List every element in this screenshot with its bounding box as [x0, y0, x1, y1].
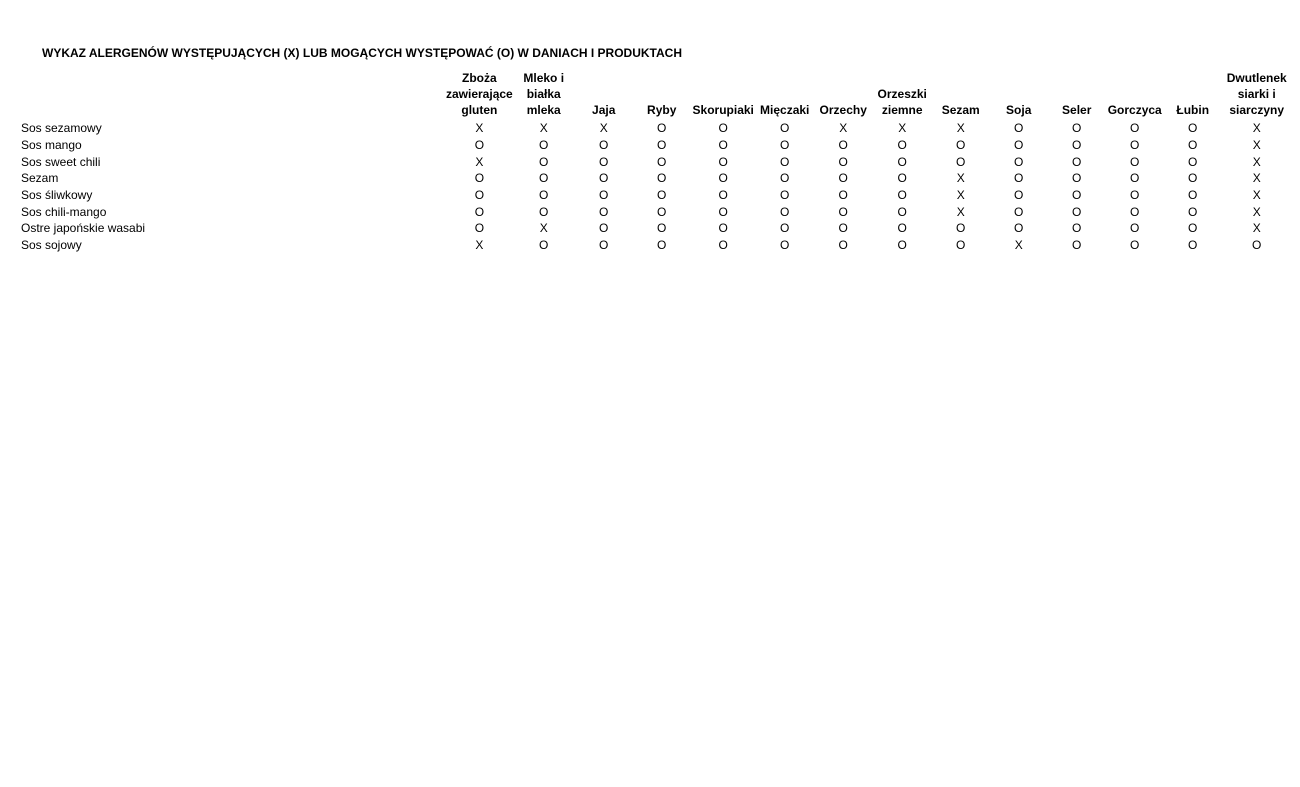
- column-header-gluten: Zboża zawierające gluten: [446, 71, 513, 117]
- allergen-cell: O: [657, 204, 667, 219]
- allergen-cell: O: [1014, 171, 1024, 186]
- column-header-milk: Mleko i białka mleka: [523, 71, 565, 117]
- allergen-cell: O: [1188, 188, 1198, 203]
- allergen-cell: X: [1252, 204, 1261, 219]
- allergen-cell: O: [539, 154, 549, 169]
- allergen-cell: O: [897, 238, 907, 253]
- allergen-cell: O: [657, 138, 667, 153]
- allergen-cell: O: [1188, 171, 1198, 186]
- column-header-sulphites: Dwutlenek siarki i siarczyny: [1226, 71, 1287, 117]
- allergen-cell: O: [897, 138, 907, 153]
- allergen-cell: O: [838, 204, 848, 219]
- column-header-fish: Ryby: [647, 103, 677, 117]
- allergen-cell: O: [539, 171, 549, 186]
- allergen-cell: O: [599, 188, 609, 203]
- table-row: [20, 237, 1292, 254]
- allergen-cell: O: [599, 171, 609, 186]
- allergen-cell: O: [599, 138, 609, 153]
- allergen-cell: O: [1014, 138, 1024, 153]
- allergen-cell: O: [1130, 154, 1140, 169]
- allergen-cell: O: [1188, 138, 1198, 153]
- allergen-cell: O: [474, 138, 485, 153]
- allergen-cell: O: [539, 204, 549, 219]
- table-row: [20, 120, 1292, 137]
- product-name-cell: Sos sezamowy: [21, 121, 102, 136]
- allergen-cell: O: [956, 138, 966, 153]
- allergen-cell: X: [1252, 171, 1261, 186]
- allergen-cell: X: [539, 221, 548, 236]
- allergen-cell: O: [599, 154, 609, 169]
- allergen-cell: X: [1252, 221, 1261, 236]
- allergen-cell: O: [1130, 171, 1140, 186]
- page-title: WYKAZ ALERGENÓW WYSTĘPUJĄCYCH (X) LUB MOGĄCYCH WYSTĘPOWAĆ (O) W DANIACH I PRODUKTACH: [42, 46, 682, 60]
- column-header-lupin: Łubin: [1176, 103, 1210, 117]
- allergen-cell: O: [657, 154, 667, 169]
- column-header-mustard: Gorczyca: [1107, 103, 1162, 117]
- allergen-cell: X: [839, 121, 848, 136]
- allergen-cell: O: [1072, 121, 1082, 136]
- allergen-cell: O: [838, 138, 848, 153]
- allergen-cell: O: [1072, 154, 1082, 169]
- allergen-cell: O: [1188, 154, 1198, 169]
- product-name-cell: Sezam: [21, 171, 59, 186]
- allergen-cell: X: [475, 154, 484, 169]
- allergen-cell: O: [1072, 221, 1082, 236]
- allergen-cell: O: [718, 154, 728, 169]
- allergen-cell: O: [539, 238, 549, 253]
- allergen-cell: O: [780, 138, 790, 153]
- allergen-cell: O: [1072, 238, 1082, 253]
- allergen-cell: O: [956, 154, 966, 169]
- allergen-cell: X: [956, 204, 965, 219]
- allergen-cell: O: [1188, 121, 1198, 136]
- header-row: [20, 70, 1292, 120]
- allergen-cell: O: [1130, 238, 1140, 253]
- allergen-cell: O: [780, 238, 790, 253]
- allergen-cell: X: [539, 121, 548, 136]
- allergen-cell: O: [1014, 154, 1024, 169]
- allergen-cell: O: [780, 154, 790, 169]
- allergen-cell: O: [1252, 238, 1262, 253]
- table-row: [20, 203, 1292, 220]
- allergen-cell: O: [718, 121, 728, 136]
- allergen-cell: O: [657, 221, 667, 236]
- allergen-cell: O: [718, 188, 728, 203]
- allergen-cell: O: [1014, 221, 1024, 236]
- allergen-cell: O: [838, 188, 848, 203]
- allergen-cell: O: [780, 188, 790, 203]
- product-name-cell: Sos sweet chili: [21, 154, 101, 169]
- allergen-cell: X: [599, 121, 608, 136]
- allergen-cell: O: [1188, 204, 1198, 219]
- allergen-cell: O: [1130, 138, 1140, 153]
- allergen-cell: O: [1014, 204, 1024, 219]
- allergen-cell: O: [1130, 221, 1140, 236]
- allergen-cell: X: [1252, 154, 1261, 169]
- product-name-cell: Sos śliwkowy: [21, 188, 93, 203]
- allergen-cell: O: [1130, 121, 1140, 136]
- allergen-cell: O: [657, 238, 667, 253]
- allergen-cell: O: [474, 188, 485, 203]
- allergen-cell: X: [956, 171, 965, 186]
- allergen-cell: O: [1072, 188, 1082, 203]
- allergen-cell: O: [599, 238, 609, 253]
- allergen-cell: X: [475, 238, 484, 253]
- allergen-cell: O: [1188, 221, 1198, 236]
- allergen-cell: O: [474, 221, 485, 236]
- allergen-cell: O: [718, 171, 728, 186]
- allergen-cell: X: [1252, 138, 1261, 153]
- allergen-cell: O: [838, 221, 848, 236]
- product-name-cell: Sos sojowy: [21, 238, 82, 253]
- allergen-cell: O: [539, 138, 549, 153]
- allergen-cell: O: [1130, 188, 1140, 203]
- allergen-cell: X: [1014, 238, 1023, 253]
- product-name-cell: Sos chili-mango: [21, 204, 107, 219]
- allergen-cell: O: [1014, 121, 1024, 136]
- allergen-cell: O: [897, 171, 907, 186]
- table-row: [20, 137, 1292, 154]
- product-name-cell: Ostre japońskie wasabi: [21, 221, 146, 236]
- allergen-cell: O: [474, 204, 485, 219]
- table-row: [20, 187, 1292, 204]
- allergen-cell: O: [780, 121, 790, 136]
- allergen-table: [20, 70, 1292, 254]
- column-header-crustaceans: Skorupiaki: [692, 103, 754, 117]
- product-name-cell: Sos mango: [21, 138, 82, 153]
- allergen-cell: O: [599, 221, 609, 236]
- allergen-cell: O: [718, 138, 728, 153]
- allergen-cell: O: [780, 204, 790, 219]
- allergen-cell: O: [657, 121, 667, 136]
- allergen-cell: X: [898, 121, 907, 136]
- column-header-molluscs: Mięczaki: [760, 103, 810, 117]
- table-body: [20, 120, 1292, 254]
- allergen-cell: O: [474, 171, 485, 186]
- allergen-cell: O: [1072, 204, 1082, 219]
- allergen-cell: O: [897, 154, 907, 169]
- allergen-cell: O: [897, 204, 907, 219]
- table-row: [20, 153, 1292, 170]
- allergen-cell: O: [838, 154, 848, 169]
- table-row: [20, 220, 1292, 237]
- allergen-cell: O: [780, 171, 790, 186]
- column-header-peanuts: Orzeszki ziemne: [877, 87, 927, 117]
- allergen-cell: O: [539, 188, 549, 203]
- column-header-nuts: Orzechy: [819, 103, 867, 117]
- allergen-cell: O: [1072, 171, 1082, 186]
- allergen-cell: X: [956, 188, 965, 203]
- allergen-cell: O: [657, 171, 667, 186]
- allergen-cell: O: [956, 221, 966, 236]
- allergen-cell: X: [1252, 188, 1261, 203]
- allergen-cell: O: [718, 221, 728, 236]
- column-header-soy: Soja: [1006, 103, 1032, 117]
- allergen-cell: O: [897, 221, 907, 236]
- allergen-cell: X: [956, 121, 965, 136]
- allergen-cell: O: [956, 238, 966, 253]
- column-header-celery: Seler: [1062, 103, 1092, 117]
- allergen-cell: O: [657, 188, 667, 203]
- table-row: [20, 170, 1292, 187]
- allergen-cell: O: [1072, 138, 1082, 153]
- allergen-cell: X: [1252, 121, 1261, 136]
- allergen-cell: O: [897, 188, 907, 203]
- allergen-cell: O: [838, 238, 848, 253]
- allergen-cell: O: [780, 221, 790, 236]
- allergen-cell: O: [718, 204, 728, 219]
- allergen-cell: O: [599, 204, 609, 219]
- allergen-cell: O: [838, 171, 848, 186]
- allergen-cell: O: [1014, 188, 1024, 203]
- allergen-cell: O: [1130, 204, 1140, 219]
- allergen-cell: O: [1188, 238, 1198, 253]
- column-header-eggs: Jaja: [592, 103, 616, 117]
- column-header-sesame: Sezam: [941, 103, 980, 117]
- allergen-cell: X: [475, 121, 484, 136]
- allergen-cell: O: [718, 238, 728, 253]
- product-column-header: [20, 70, 446, 120]
